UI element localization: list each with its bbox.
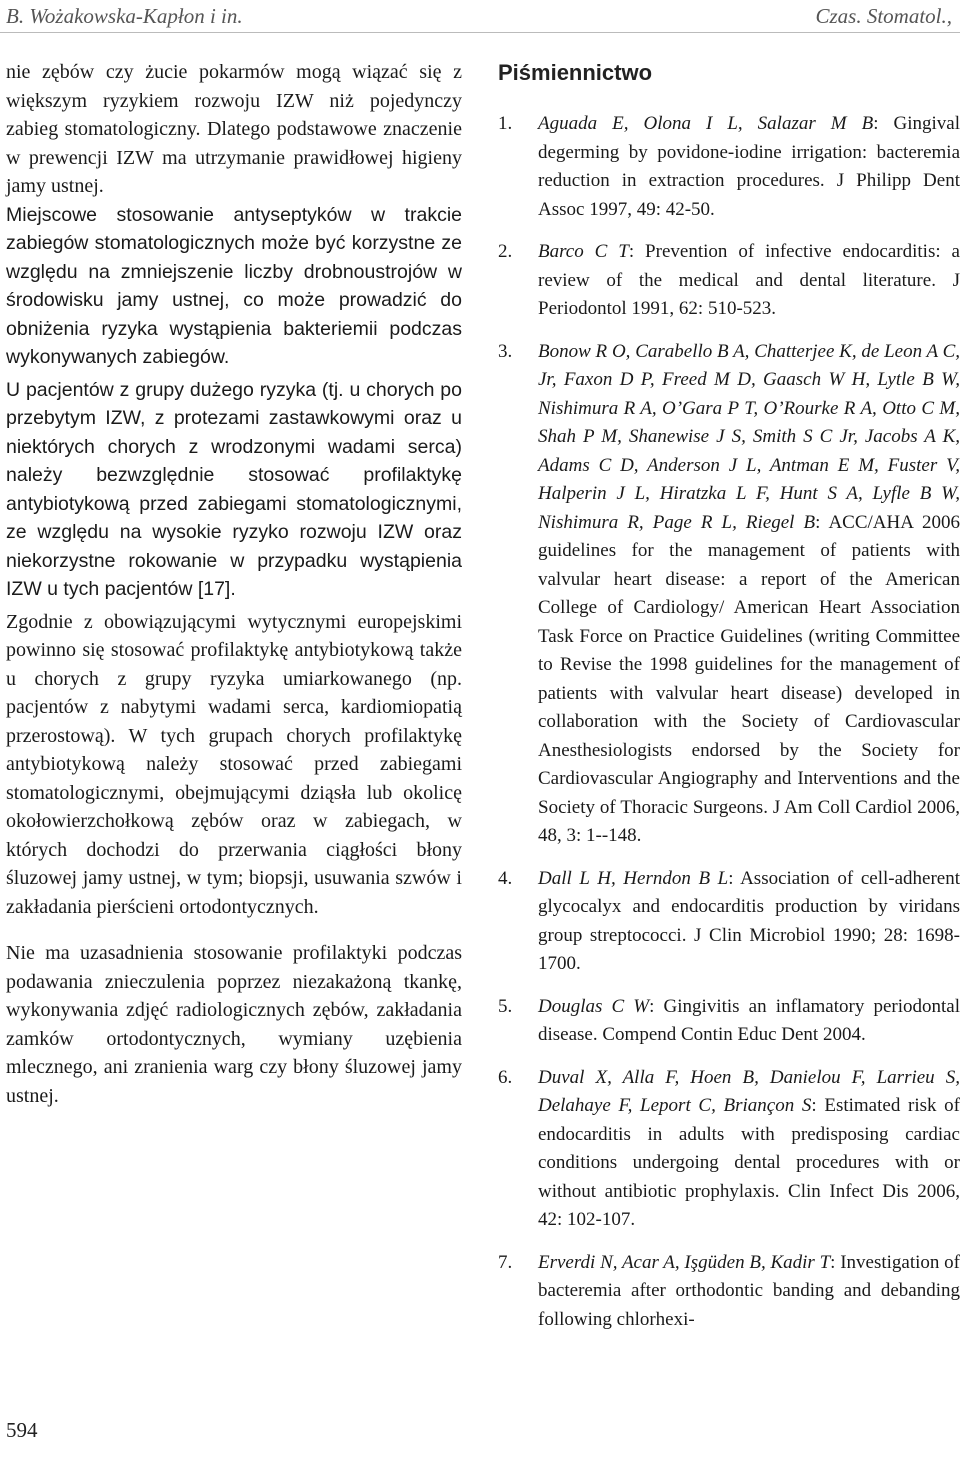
reference-item xyxy=(498,993,960,1050)
page-number: 594 xyxy=(6,1418,38,1442)
paragraph-high-risk: U pacjentów z grupy dużego ryzyka (tj. u chorych po przebytym IZW, z protezami zastawkowymi oraz u niektórych chorych z wrodzonymi wadami serca) należy bezwzględnie stosować profilaktykę antybiotykową przed zabiegami stomatologicznymi, ze względu na wysokie ryzyko rozwoju IZW oraz niekorzystne rokowanie w przypadku wystąpienia IZW u tych pacjentów [17]. xyxy=(6,378,462,600)
reference-number: 2. xyxy=(498,241,513,262)
reference-text xyxy=(538,110,960,224)
header-authors: B. Wożakowska-Kapłon i in. xyxy=(6,4,243,28)
reference-text xyxy=(538,1064,960,1235)
reference-number: 1. xyxy=(498,113,513,134)
reference-citation: : ACC/AHA 2006 guidelines for the management of patients with valvular heart disease: a report of the American College of Cardiology/ American Heart Association Task Force on Practice Guidelines (writing Committee to Revise the 1998 guidelines for the management of patients with valvular heart disease) developed in collaboration with the Society of Cardiovascular Anesthesiologists endorsed by the Society for Cardiovascular Angiography and Interventions and the Society of Thoracic Surgeons. J Am Coll Cardiol 2006, 48, 3: 1--148. xyxy=(538,511,960,846)
reference-authors: Aguada E, Olona I L, Salazar M B xyxy=(538,113,874,134)
reference-authors: Duval X, Alla F, Hoen B, Danielou F, Larrieu S, Delahaye F, Leport C, Briançon S xyxy=(538,1066,960,1116)
reference-authors: Barco C T xyxy=(538,241,629,262)
reference-text xyxy=(538,1249,960,1335)
reference-citation: : Gingival degerming by povidone-iodine irrigation: bacteremia reduction in extraction procedures. J Philipp Dent Assoc 1997, 49: 42-50. xyxy=(538,113,960,220)
reference-text xyxy=(538,238,960,324)
body-text-column xyxy=(6,58,462,1110)
paragraph-hygiene: nie zębów czy żucie pokarmów mogą wiązać się z większym ryzykiem rozwoju IZW niż pojedynczy zabieg stomatologiczny. Dlatego podstawowe znaczenie w prewencji IZW ma utrzymanie prawidłowej higieny jamy ustnej. xyxy=(6,61,462,197)
reference-citation: : Gingivitis an inflamatory periodontal disease. Compend Contin Educ Dent 2004. xyxy=(538,995,960,1045)
reference-authors: Douglas C W xyxy=(538,995,650,1017)
references-title: Piśmiennictwo xyxy=(498,60,653,85)
reference-item xyxy=(498,1249,960,1335)
paragraph-antiseptics: Miejscowe stosowanie antyseptyków w trakcie zabiegów stomatologicznych może być korzystne ze względu na zmniejszenie liczby drobnoustrojów w środowisku jamy ustnej, co może prowadzić do obniżenia ryzyka wystąpienia bakteriemii podczas wykonywanych zabiegów. xyxy=(6,203,462,368)
reference-text xyxy=(538,338,960,851)
running-header xyxy=(0,0,960,40)
reference-item xyxy=(498,865,960,979)
reference-number: 3. xyxy=(498,340,513,362)
reference-citation: : Estimated risk of endocarditis in adults with predisposing cardiac conditions undergoing dental procedures with or without antibiotic prophylaxis. Clin Infect Dis 2006, 42: 102-107. xyxy=(538,1095,960,1230)
reference-citation: : Prevention of infective endocarditis: a review of the medical and dental literature. J Periodontol 1991, 62: 510-523. xyxy=(538,241,960,319)
reference-authors: Dall L H, Herndon B L xyxy=(538,867,729,889)
reference-citation: : Investigation of bacteremia after orthodontic banding and debanding following chlorhexi- xyxy=(538,1251,960,1330)
reference-citation: : Association of cell-adherent glycocalyx and endocarditis production by viridans group streptococci. J Clin Microbiol 1990; 28: 1698-1700. xyxy=(538,867,960,974)
paragraph-moderate-risk: Zgodnie z obowiązującymi wytycznymi europejskimi powinno się stosować profilaktykę antybiotykową także u chorych z grupy ryzyka umiarkowanego (np. pacjentów z nabytymi wadami serca, kardiomiopatią przerostową). W tych grupach chorych profilaktykę antybiotykową należy stosować przed zabiegami stomatologicznymi, obejmującymi dziąsła lub okolicę okołowierzchołkową zębów oraz w zabiegach, w których dochodzi do przerwania ciągłości błony śluzowej jamy ustnej, w tym; biopsji, usuwania szwów i zakładania pierścieni ortodontycznych. xyxy=(6,610,462,918)
reference-item xyxy=(498,110,960,224)
reference-number: 5. xyxy=(498,995,513,1017)
header-rule xyxy=(0,32,960,33)
reference-item xyxy=(498,1064,960,1235)
reference-number: 6. xyxy=(498,1066,513,1088)
reference-number: 7. xyxy=(498,1251,513,1273)
reference-number: 4. xyxy=(498,867,513,889)
reference-authors: Erverdi N, Acar A, Işgüden B, Kadir T xyxy=(538,1251,831,1273)
reference-text xyxy=(538,865,960,979)
reference-item xyxy=(498,238,960,324)
references-column xyxy=(498,60,960,1348)
reference-item xyxy=(498,338,960,851)
reference-text xyxy=(538,993,960,1050)
reference-authors: Bonow R O, Carabello B A, Chatterjee K, de Leon A C, Jr, Faxon D P, Freed M D, Gaasch W H, Lytle B W, Nishimura R A, O’Gara P T, O’Rourke R A, Otto C M, Shah P M, Shanewise J S, Smith S C Jr, Jacobs A K, Adams C D, Anderson J L, Antman E M, Fuster V, Halperin J L, Hiratzka L F, Hunt S A, Lyfle B W, Nishimura R, Page R L, Riegel B xyxy=(538,340,960,533)
paragraph-no-prophylaxis: Nie ma uzasadnienia stosowanie profilaktyki podczas podawania znieczulenia poprzez niezakażoną tkankę, wykonywania zdjęć radiologicznych zębów, zakładania zamków ortodontycznych, wymiany uzębienia mlecznego, ani zranienia warg czy błony śluzowej jamy ustnej. xyxy=(6,942,462,1107)
header-journal: Czas. Stomatol., xyxy=(815,4,952,28)
